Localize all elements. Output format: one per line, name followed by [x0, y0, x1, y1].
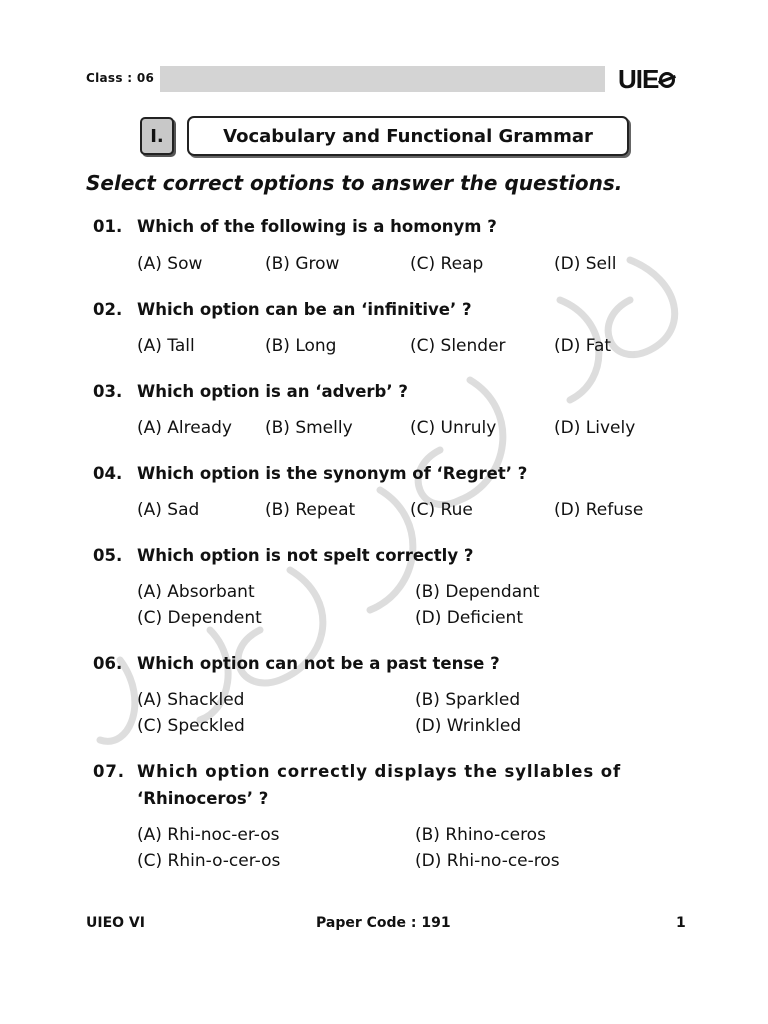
option-a[interactable]: (A) Tall [137, 336, 195, 356]
option-c[interactable]: (C) Speckled [137, 716, 245, 736]
option-a[interactable]: (A) Sow [137, 254, 203, 274]
option-a[interactable]: (A) Already [137, 418, 232, 438]
option-d[interactable]: (D) Lively [554, 418, 636, 438]
page-number: 1 [676, 915, 686, 931]
option-a[interactable]: (A) Rhi-noc-er-os [137, 825, 280, 845]
option-b[interactable]: (B) Smelly [265, 418, 353, 438]
option-a[interactable]: (A) Shackled [137, 690, 245, 710]
option-b[interactable]: (B) Dependant [415, 582, 540, 602]
option-c[interactable]: (C) Dependent [137, 608, 262, 628]
option-d[interactable]: (D) Wrinkled [415, 716, 522, 736]
question-02 [93, 300, 472, 319]
option-c[interactable]: (C) Slender [410, 336, 506, 356]
question-01 [93, 217, 497, 236]
option-b[interactable]: (B) Sparkled [415, 690, 521, 710]
globe-icon [659, 72, 675, 88]
question-04 [93, 464, 527, 483]
logo-text: UIE [618, 64, 659, 94]
option-d[interactable]: (D) Refuse [554, 500, 644, 520]
option-d[interactable]: (D) Fat [554, 336, 612, 356]
option-d[interactable]: (D) Deficient [415, 608, 523, 628]
question-number: 03. [93, 382, 123, 401]
question-text: Which option is the synonym of ‘Regret’ ? [137, 464, 528, 483]
question-text: Which option is an ‘adverb’ ? [137, 382, 408, 401]
section-number: I. [140, 117, 174, 155]
question-number: 06. [93, 654, 123, 673]
question-text: Which option is not spelt correctly ? [137, 546, 474, 565]
footer-paper-code: Paper Code : 191 [316, 915, 451, 931]
question-number: 05. [93, 546, 123, 565]
instruction-text: Select correct options to answer the questions. [86, 171, 623, 195]
option-d[interactable]: (D) Sell [554, 254, 617, 274]
uieo-logo [618, 64, 675, 95]
question-06 [93, 654, 500, 673]
question-number: 02. [93, 300, 123, 319]
option-b[interactable]: (B) Rhino-ceros [415, 825, 546, 845]
option-a[interactable]: (A) Absorbant [137, 582, 255, 602]
option-d[interactable]: (D) Rhi-no-ce-ros [415, 851, 560, 871]
section-title: Vocabulary and Functional Grammar [187, 116, 629, 156]
question-text: Which option can not be a past tense ? [137, 654, 500, 673]
option-b[interactable]: (B) Repeat [265, 500, 356, 520]
question-text: Which option correctly displays the syllables of [137, 762, 622, 781]
header-bar [160, 66, 605, 92]
footer-exam-name: UIEO VI [86, 915, 145, 931]
question-number: 04. [93, 464, 123, 483]
option-a[interactable]: (A) Sad [137, 500, 200, 520]
question-05 [93, 546, 473, 565]
question-text: Which of the following is a homonym ? [137, 217, 497, 236]
question-number: 07. [93, 762, 125, 781]
option-b[interactable]: (B) Grow [265, 254, 340, 274]
question-07 [93, 762, 621, 781]
option-c[interactable]: (C) Reap [410, 254, 484, 274]
option-c[interactable]: (C) Rhin-o-cer-os [137, 851, 281, 871]
question-number: 01. [93, 217, 123, 236]
option-c[interactable]: (C) Rue [410, 500, 473, 520]
option-c[interactable]: (C) Unruly [410, 418, 497, 438]
question-03 [93, 382, 408, 401]
class-label: Class : 06 [86, 71, 155, 85]
option-b[interactable]: (B) Long [265, 336, 337, 356]
question-text-line2: ‘Rhinoceros’ ? [137, 789, 269, 808]
question-text: Which option can be an ‘infinitive’ ? [137, 300, 472, 319]
